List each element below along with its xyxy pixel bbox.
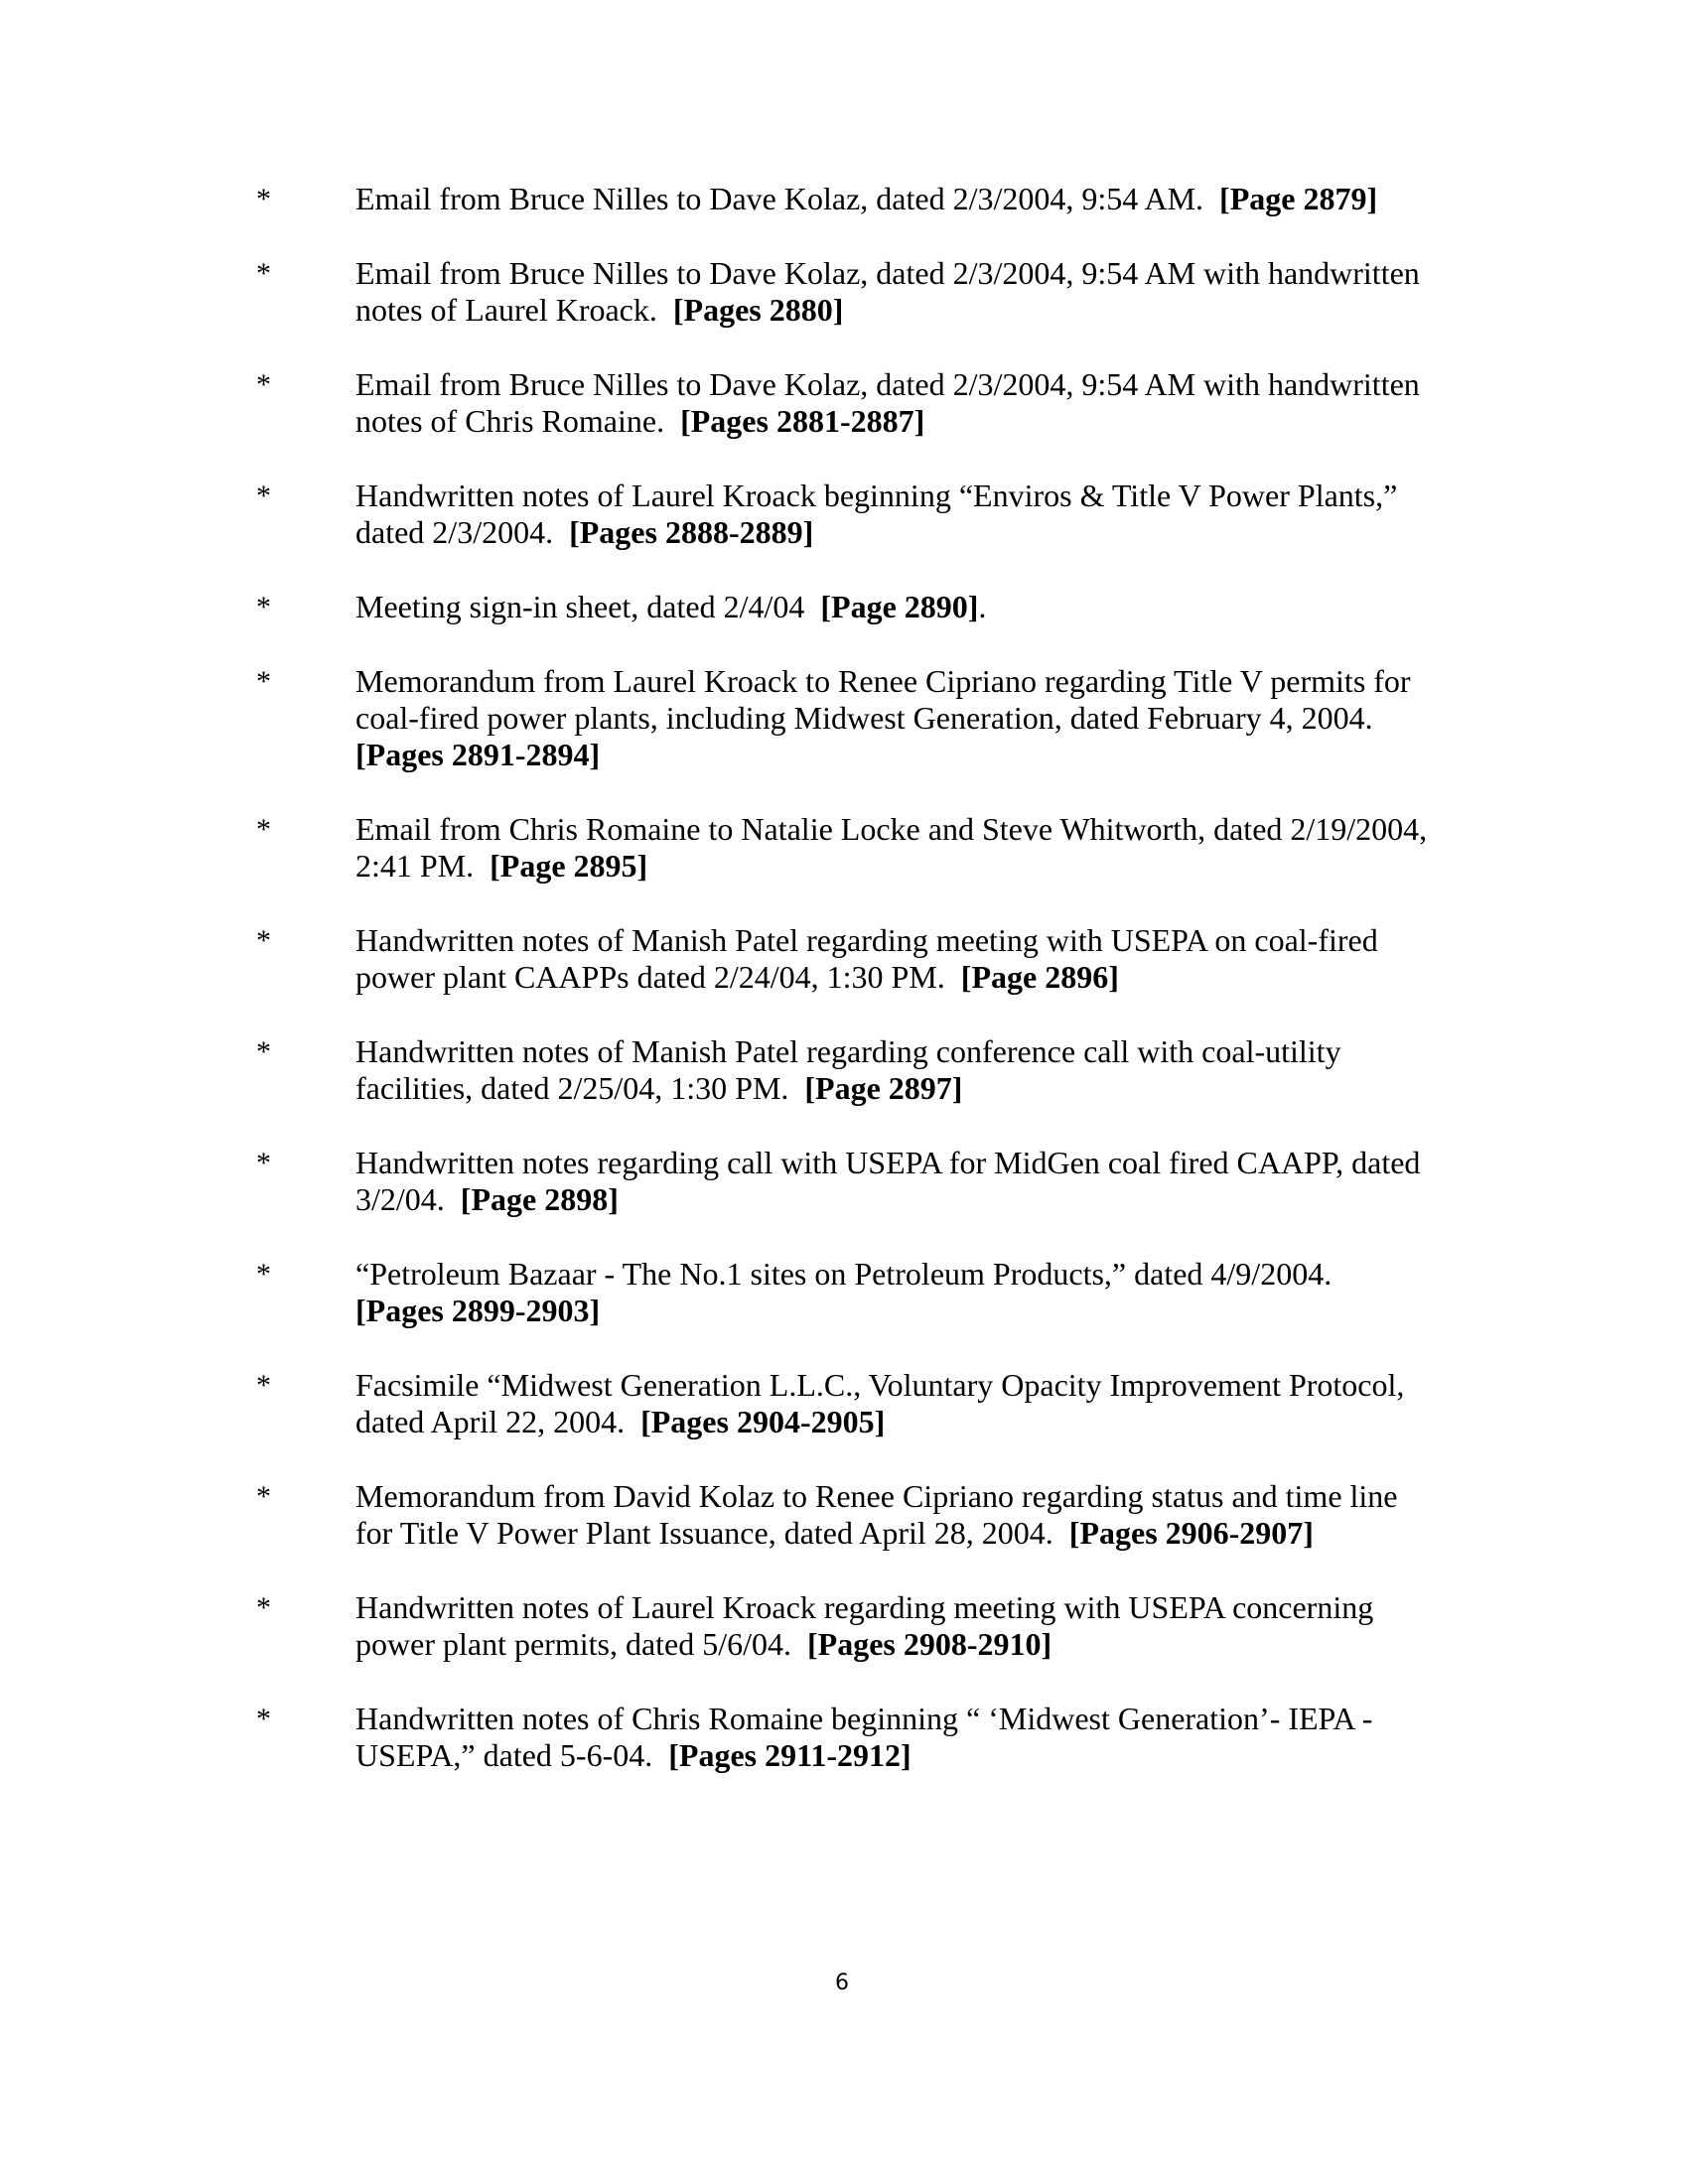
list-item: [256, 811, 1448, 885]
entry-text: [355, 1478, 1428, 1552]
asterisk-bullet: *: [256, 183, 271, 215]
list-item: [256, 589, 1448, 625]
list-item: [256, 366, 1448, 440]
page-reference: [Pages 2881-2887]: [680, 403, 925, 439]
entry-description: Email from Bruce Nilles to Dave Kolaz, dated 2/3/2004, 9:54 AM with handwritten notes of Chris Romaine.: [355, 366, 1420, 439]
page-reference: [Page 2896]: [960, 959, 1119, 995]
entry-description: Facsimile “Midwest Generation L.L.C., Voluntary Opacity Improvement Protocol, dated April 22, 2004.: [355, 1367, 1405, 1439]
asterisk-bullet: *: [256, 257, 271, 290]
entry-text: [355, 255, 1428, 329]
entry-description: Email from Chris Romaine to Natalie Locke and Steve Whitworth, dated 2/19/2004, 2:41 PM.: [355, 811, 1428, 884]
list-item: [256, 922, 1448, 996]
entry-description: Handwritten notes regarding call with USEPA for MidGen coal fired CAAPP, dated 3/2/04.: [355, 1145, 1421, 1217]
entry-text: [355, 478, 1428, 551]
asterisk-bullet: *: [256, 591, 271, 623]
list-item: [256, 663, 1448, 773]
asterisk-bullet: *: [256, 1147, 271, 1179]
entry-description: Handwritten notes of Chris Romaine beginning “ ‘Midwest Generation’- IEPA - USEPA,” dated 5-6-04.: [355, 1701, 1373, 1773]
page-number: 6: [835, 1971, 849, 1995]
page-reference: [Page 2890]: [820, 589, 979, 624]
page-reference: [Pages 2891-2894]: [355, 737, 601, 772]
asterisk-bullet: *: [256, 813, 271, 846]
entry-text: [355, 811, 1428, 885]
entry-description: Memorandum from David Kolaz to Renee Cipriano regarding status and time line for Title V Power Plant Issuance, dated April 28, 2004.: [355, 1478, 1398, 1551]
asterisk-bullet: *: [256, 665, 271, 698]
entry-text: [355, 1256, 1428, 1329]
page-reference: [Pages 2880]: [672, 292, 844, 328]
entry-text: [355, 1145, 1428, 1218]
entry-text: [355, 366, 1428, 440]
entry-description: Meeting sign-in sheet, dated 2/4/04: [355, 589, 805, 624]
asterisk-bullet: *: [256, 1035, 271, 1068]
asterisk-bullet: *: [256, 368, 271, 401]
list-item: [256, 1145, 1448, 1218]
asterisk-bullet: *: [256, 479, 271, 512]
entry-text: [355, 181, 1428, 217]
entry-text: [355, 1367, 1428, 1440]
asterisk-bullet: *: [256, 1703, 271, 1735]
entry-description: Handwritten notes of Laurel Kroack beginning “Enviros & Title V Power Plants,” dated 2/3/2004.: [355, 478, 1398, 550]
page-reference: [Page 2879]: [1219, 181, 1378, 216]
list-item: [256, 181, 1448, 217]
page-reference: [Pages 2908-2910]: [807, 1626, 1052, 1662]
entry-description: Handwritten notes of Manish Patel regarding conference call with coal-utility facilities, dated 2/25/04, 1:30 PM.: [355, 1033, 1341, 1106]
asterisk-bullet: *: [256, 1369, 271, 1402]
entry-description: Handwritten notes of Laurel Kroack regarding meeting with USEPA concerning power plant permits, dated 5/6/04.: [355, 1589, 1374, 1662]
entry-text: [355, 1589, 1428, 1663]
entry-trailing: .: [978, 589, 987, 624]
list-item: [256, 255, 1448, 329]
entry-description: Email from Bruce Nilles to Dave Kolaz, dated 2/3/2004, 9:54 AM.: [355, 181, 1204, 216]
entry-text: [355, 922, 1428, 996]
entry-description: “Petroleum Bazaar - The No.1 sites on Petroleum Products,” dated 4/9/2004.: [355, 1256, 1333, 1292]
page-reference: [Pages 2904-2905]: [640, 1404, 886, 1439]
page-reference: [Page 2898]: [460, 1181, 619, 1217]
document-index-list: [256, 181, 1448, 1812]
page-reference: [Page 2897]: [804, 1070, 963, 1106]
page-reference: [Pages 2906-2907]: [1068, 1515, 1314, 1551]
entry-description: Memorandum from Laurel Kroack to Renee Cipriano regarding Title V permits for coal-fired power plants, including Midwest Generation, dated February 4, 2004.: [355, 663, 1411, 736]
page-reference: [Pages 2911-2912]: [668, 1737, 912, 1773]
asterisk-bullet: *: [256, 1480, 271, 1513]
entry-text: [355, 663, 1428, 773]
entry-text: [355, 1701, 1428, 1774]
entry-text: [355, 1033, 1428, 1107]
list-item: [256, 1256, 1448, 1329]
list-item: [256, 1367, 1448, 1440]
list-item: [256, 1701, 1448, 1774]
asterisk-bullet: *: [256, 1591, 271, 1624]
list-item: [256, 1478, 1448, 1552]
entry-text: [355, 589, 1428, 625]
list-item: [256, 1589, 1448, 1663]
page-reference: [Pages 2888-2889]: [569, 514, 814, 550]
list-item: [256, 478, 1448, 551]
page-reference: [Page 2895]: [490, 848, 648, 884]
asterisk-bullet: *: [256, 1258, 271, 1291]
entry-description: Email from Bruce Nilles to Dave Kolaz, dated 2/3/2004, 9:54 AM with handwritten notes of Laurel Kroack.: [355, 255, 1420, 328]
entry-description: Handwritten notes of Manish Patel regarding meeting with USEPA on coal-fired power plant CAAPPs dated 2/24/04, 1:30 PM.: [355, 922, 1378, 995]
page-reference: [Pages 2899-2903]: [355, 1293, 601, 1328]
list-item: [256, 1033, 1448, 1107]
asterisk-bullet: *: [256, 924, 271, 957]
